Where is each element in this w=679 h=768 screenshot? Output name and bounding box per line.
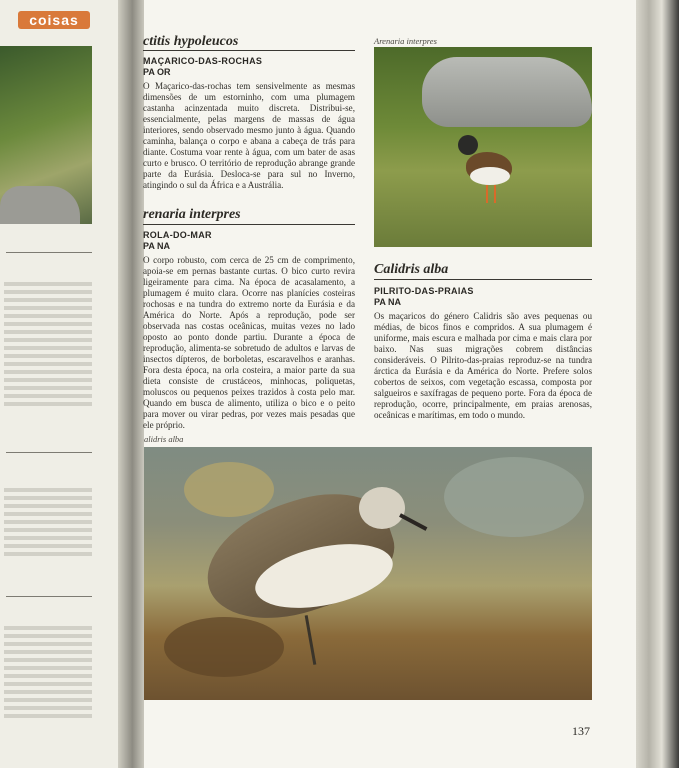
left-text-block [4,282,92,407]
photo-sanderling [144,447,592,700]
left-divider [6,596,92,597]
caption-arenaria-photo: Arenaria interpres [374,36,437,46]
heading-rule [143,224,355,225]
left-text-block [4,626,92,718]
left-divider [6,452,92,453]
species-heading-arenaria: renaria interpres [143,207,241,222]
left-page [0,0,128,768]
left-divider [6,252,92,253]
common-name-actitis: MAÇARICO-DAS-ROCHAS [143,56,263,66]
page-number: 137 [572,724,590,738]
species-heading-calidris: Calidris alba [374,262,449,277]
status-calidris: PA NA [374,297,401,307]
caption-calidris-photo: alidris alba [144,434,184,444]
left-text-block [4,488,92,558]
left-page-photo [0,46,92,224]
status-actitis: PA OR [143,67,171,77]
book-gutter [118,0,144,768]
common-name-calidris: PILRITO-DAS-PRAIAS [374,286,474,296]
body-arenaria: O corpo robusto, com cerca de 25 cm de comprimento, apoia-se em pernas bastante curtas. O bico curto revira ligeiramente para cima. Na época de acasalamento, a plumagem é muito clara. Ocorre nas planícies costeiras rochosas e na tundra do extremo norte da Eurásia e da América do Norte. Após a reprodução, pode ser observada nas costas oceânicas, muitas vezes no lado oposto ao ponto donde partiu. Durante a época de reprodução, alimenta-se sobretudo de adultos e larvas de insectos dípteros, de borboletas, escaravelhos e aranhas. Fora desta época, na orla costeira, a maior parte da sua dieta consiste de crustáceos, minhocas, poliquetas, moluscos ou pequenos peixes trazidos à costa pelo mar. Quando em busca de alimento, utiliza o bico e o peito para mover ou virar pedras, por vezes mais pesadas que ele próprio. [143,255,355,430]
page-edge [636,0,679,768]
heading-rule [374,279,592,280]
species-heading-actitis: ctitis hypoleucos [143,34,239,49]
body-actitis: O Maçarico-das-rochas tem sensivelmente as mesmas dimensões de um estorninho, com uma plumagem castanha acinzentada muito discreta. Distribui-se, essencialmente, pelas margens de massas de água interiores, sendo observado mesmo junto à água. Quando caminha, balança o corpo e abana a cabeça de trás para diante. Costuma voar rente à água, com um bater de asas curto e brusco. O território de reprodução abrange grande parte da Eurásia. Desloca-se para sul no Inverno, atingindo o sul da África e a Austrália. [143,81,355,190]
photo-ruddy-turnstone [374,47,592,247]
heading-rule [143,50,355,51]
common-name-arenaria: ROLA-DO-MAR [143,230,212,240]
body-calidris: Os maçaricos do género Calidris são aves pequenas ou médias, de bicos finos e compridos. A sua plumagem é uniforme, mais escura e malhada por cima e mais clara por baixo. Nas suas migrações cobrem distâncias consideráveis. O Pilrito-das-praias reproduz-se na tundra árctica da Eurásia e da América do Norte. Prefere solos cobertos de seixos, com vegetação escassa, composta por salgueiros e saxífragas de pequeno porte. Fora da época de reprodução, ocorre, principalmente, em praias arenosas, oceânicas e marítimas, em todo o mundo. [374,311,592,420]
status-arenaria: PA NA [143,241,170,251]
section-badge: coisas [18,11,90,29]
